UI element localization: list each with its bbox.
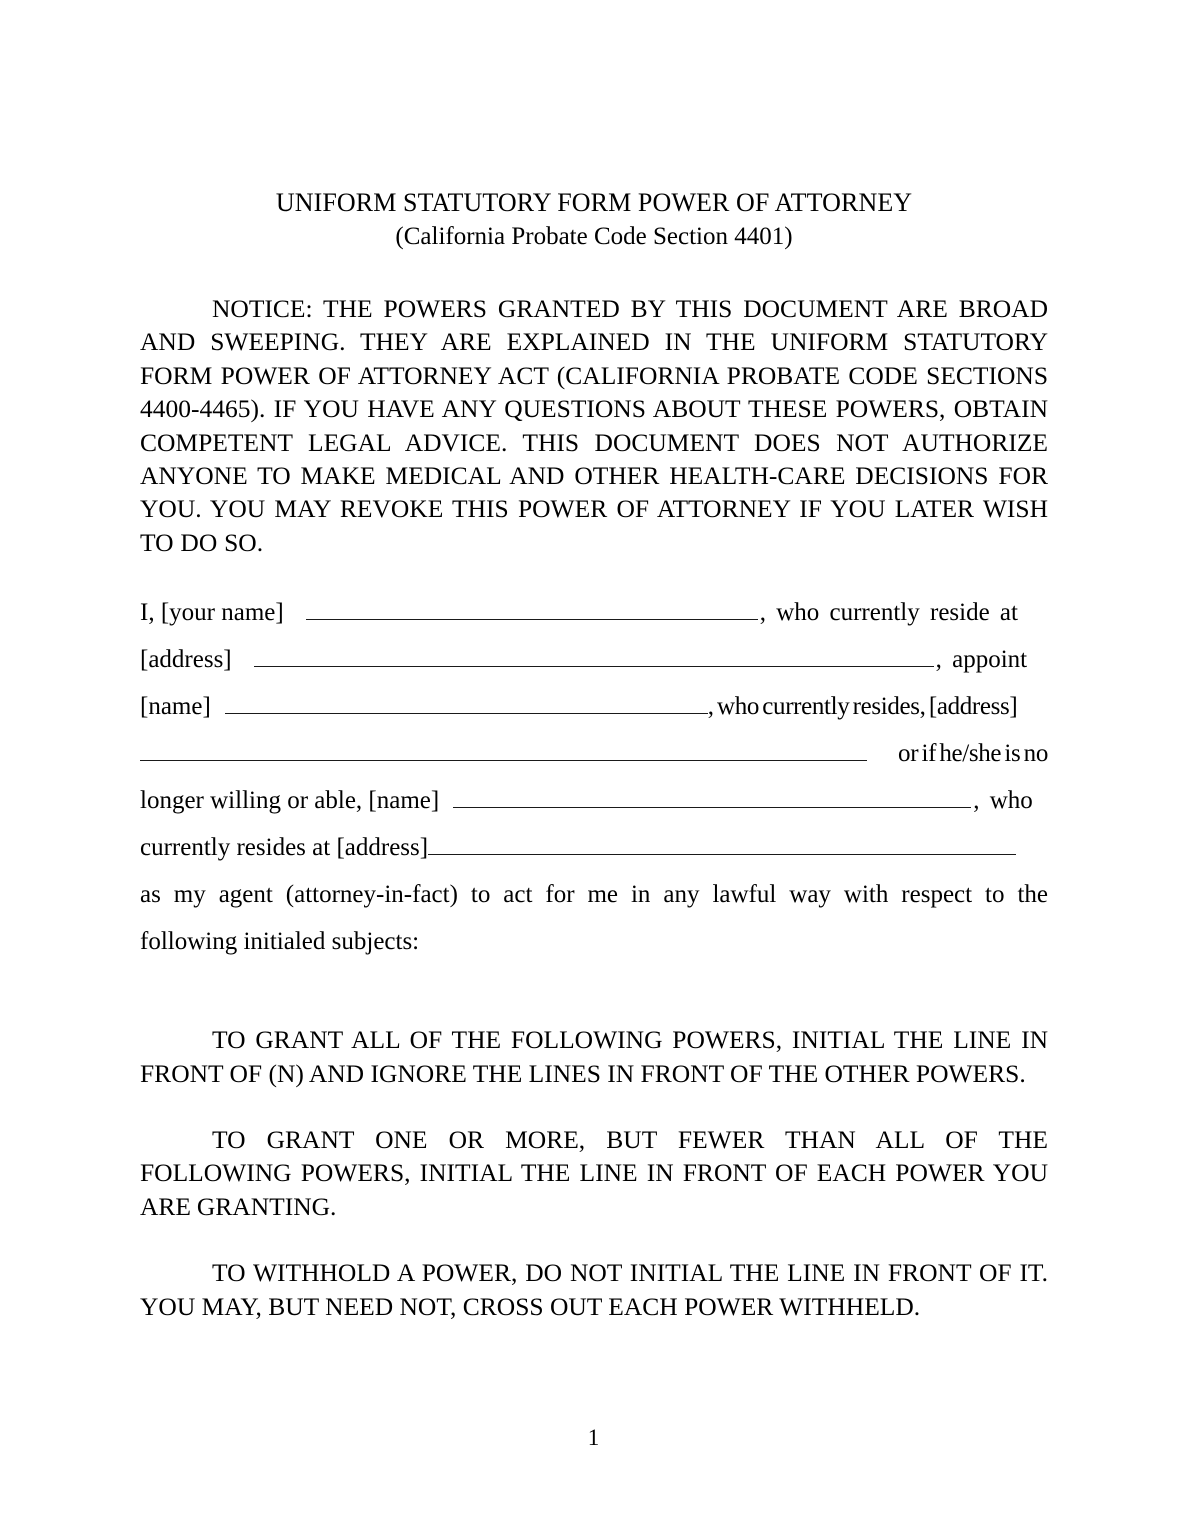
appointment-line-4 xyxy=(140,730,1048,777)
agent-name-blank[interactable] xyxy=(225,713,708,714)
document-content xyxy=(140,186,1048,1323)
agent-paragraph: as my agent (attorney-in-fact) to act for me in any lawful way with respect to the following initialed subjects: xyxy=(140,881,1048,956)
appointment-line-2-suffix: , appoint xyxy=(935,646,1028,674)
appointment-line-5 xyxy=(140,777,1048,824)
successor-address-blank[interactable] xyxy=(428,854,1016,855)
appointment-line-4-suffix: or if he/she is no xyxy=(898,740,1048,768)
appointment-line-3-suffix: , who currently resides, [address] xyxy=(707,693,1018,721)
document-subtitle: (California Probate Code Section 4401) xyxy=(395,223,793,250)
notice-paragraph: NOTICE: THE POWERS GRANTED BY THIS DOCUMENT ARE BROAD AND SWEEPING. THEY ARE EXPLAINED IN THE UNIFORM STATUTORY FORM POWER OF ATTORNEY ACT (CALIFORNIA PROBATE CODE SECTIONS 4400-4465). IF YOU HAVE ANY QUESTIONS ABOUT THESE POWERS, OBTAIN COMPETENT LEGAL ADVICE. THIS DOCUMENT DOES NOT AUTHORIZE ANYONE TO MAKE MEDICAL AND OTHER HEALTH-CARE DECISIONS FOR YOU. YOU MAY REVOKE THIS POWER OF ATTORNEY IF YOU LATER WISH TO DO SO. xyxy=(140,294,1048,557)
appointment-line-1-suffix: , who currently reside at xyxy=(759,599,1018,627)
agent-address-blank[interactable] xyxy=(140,760,867,761)
instruction-grant-all: TO GRANT ALL OF THE FOLLOWING POWERS, INITIAL THE LINE IN FRONT OF (N) AND IGNORE THE LINES IN FRONT OF THE OTHER POWERS. xyxy=(140,1025,1048,1088)
appointment-line-6 xyxy=(140,824,1048,871)
appointment-line-5-prefix: longer willing or able, [name] xyxy=(140,787,440,815)
appointment-line-2-prefix: [address] xyxy=(140,646,232,674)
appointment-line-6-prefix: currently resides at [address] xyxy=(140,834,429,862)
appointment-line-1 xyxy=(140,589,1048,636)
name-blank-1[interactable] xyxy=(306,619,758,620)
appointment-line-5-suffix: , who xyxy=(973,787,1033,815)
appointment-line-1-prefix: I, [your name] xyxy=(140,599,284,627)
appointment-line-2 xyxy=(140,636,1048,683)
appointment-line-3-prefix: [name] xyxy=(140,693,211,721)
address-blank-1[interactable] xyxy=(254,666,934,667)
instruction-withhold: TO WITHHOLD A POWER, DO NOT INITIAL THE LINE IN FRONT OF IT. YOU MAY, BUT NEED NOT, CROSS OUT EACH POWER WITHHELD. xyxy=(140,1258,1048,1321)
instruction-grant-some: TO GRANT ONE OR MORE, BUT FEWER THAN ALL OF THE FOLLOWING POWERS, INITIAL THE LINE IN FRONT OF EACH POWER YOU ARE GRANTING. xyxy=(140,1125,1048,1221)
page-number: 1 xyxy=(587,1425,600,1450)
appointment-line-3 xyxy=(140,683,1048,730)
successor-name-blank[interactable] xyxy=(453,807,971,808)
appointment-block xyxy=(140,589,1048,871)
document-title: UNIFORM STATUTORY FORM POWER OF ATTORNEY xyxy=(275,188,913,217)
